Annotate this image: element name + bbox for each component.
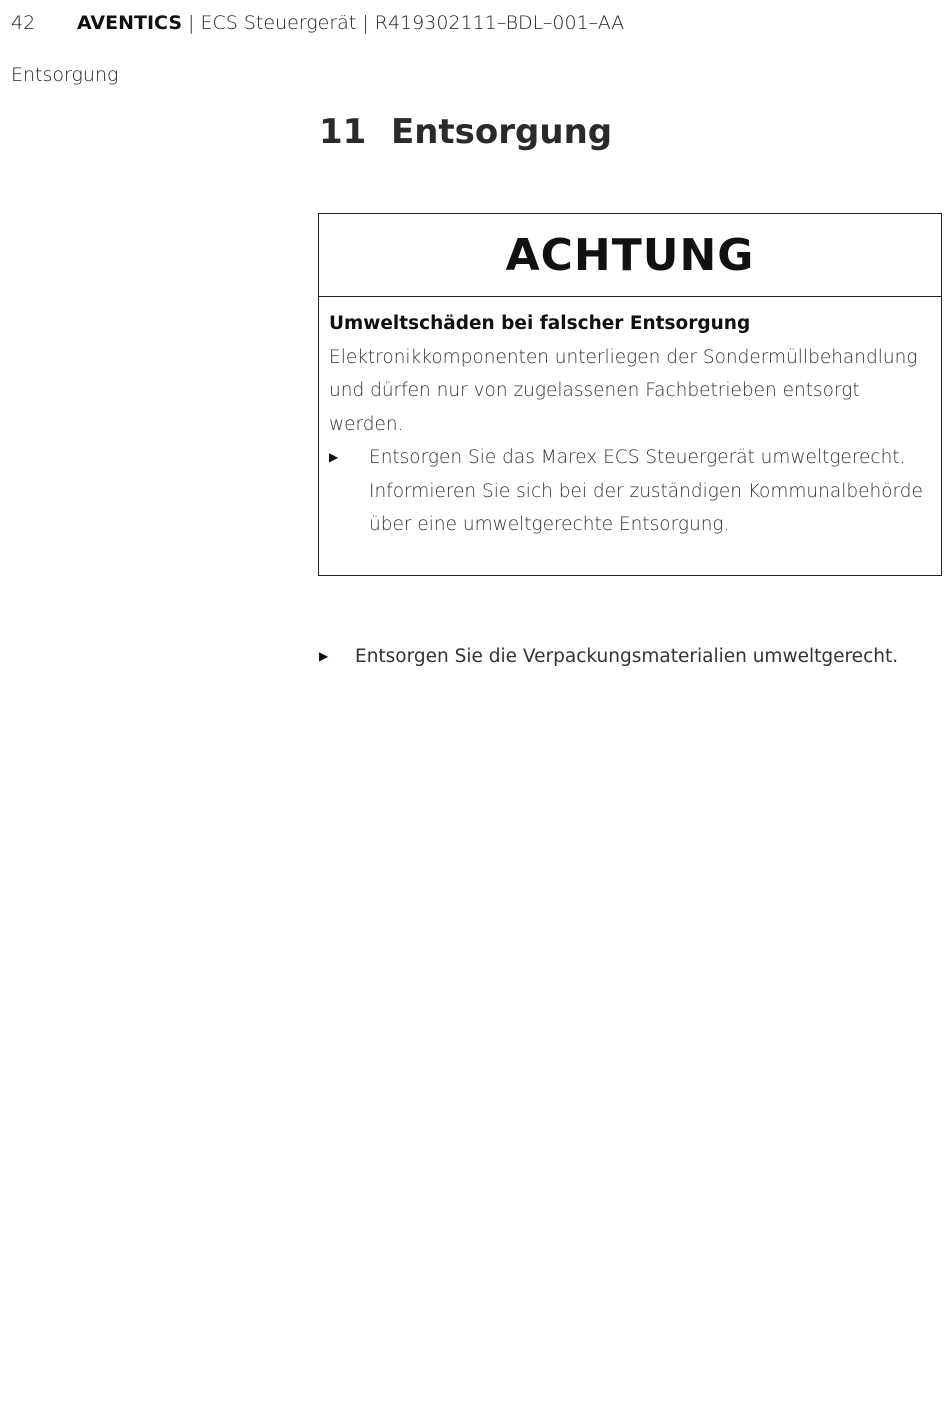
warning-bullet: [329, 441, 931, 542]
page-number: 42: [11, 12, 36, 34]
document-id: R419302111–BDL–001–AA: [374, 12, 625, 34]
chapter-number: 11: [319, 112, 367, 152]
chapter-heading: [319, 112, 612, 152]
header-separator: |: [356, 12, 375, 34]
warning-subtitle: Umweltschäden bei falscher Entsorgung: [329, 313, 751, 334]
instruction-text: Entsorgen Sie die Verpackungsmaterialien umweltgerecht.: [355, 646, 899, 667]
warning-bullet-text: Entsorgen Sie das Marex ECS Steuergerät umweltgerecht. Informieren Sie sich bei der zuständigen Kommunalbehörde über eine umweltgerechte Entsorgung.: [369, 447, 923, 535]
product-name: ECS Steuergerät: [200, 12, 357, 34]
signal-word: ACHTUNG: [505, 229, 755, 281]
warning-header: [319, 214, 941, 297]
chapter-title: Entsorgung: [391, 112, 613, 152]
warning-body: [319, 297, 941, 542]
instruction-bullet: [319, 640, 898, 673]
page-header: [11, 12, 624, 34]
header-separator: |: [182, 12, 201, 34]
brand-name: AVENTICS: [77, 12, 183, 34]
triangle-right-icon: ▶: [319, 649, 329, 663]
warning-notice: [318, 213, 942, 576]
triangle-right-icon: ▶: [329, 450, 339, 464]
warning-text: Elektronikkomponenten unterliegen der Sondermüllbehandlung und dürfen nur von zugelassenen Fachbetrieben entsorgt werden.: [329, 346, 918, 435]
running-section-label: Entsorgung: [11, 64, 119, 86]
